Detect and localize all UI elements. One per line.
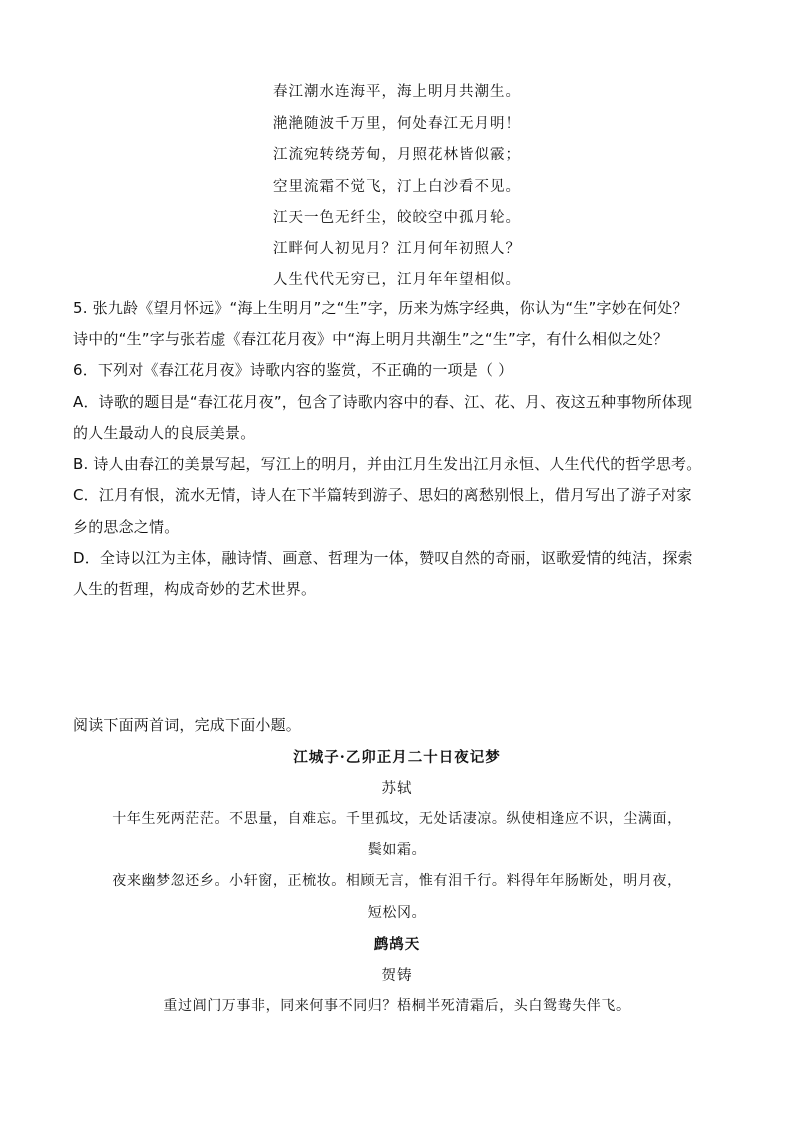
- option-d-line-2: 人生的哲理，构成奇妙的艺术世界。: [73, 580, 317, 598]
- poem-line: 江天一色无纤尘，皎皎空中孤月轮。: [273, 210, 521, 226]
- option-c-line-1: C．江月有恨，流水无情，诗人在下半篇转到游子、思妇的离愁别恨上，借月写出了游子对家: [73, 486, 692, 504]
- ci-2-line: 重过阊门万事非，同来何事不同归？梧桐半死清霜后，头白鸳鸯失伴飞。: [163, 998, 631, 1014]
- poem-line: 江流宛转绕芳甸，月照花林皆似霰；: [273, 147, 521, 163]
- ci-2-title: 鹧鸪天: [373, 936, 421, 953]
- question-5-line-1: 5. 张九龄《望月怀远》“海上生明月”之“生”字，历来为炼字经典，你认为“生”字妙在何处？: [73, 299, 688, 317]
- ci-1-author: 苏轼: [381, 781, 413, 797]
- ci-1-line: 夜来幽梦忽还乡。小轩窗，正梳妆。相顾无言，惟有泪千行。料得年年肠断处，明月夜，: [112, 873, 682, 889]
- poem-line: 滟滟随波千万里，何处春江无月明！: [273, 116, 521, 132]
- option-d-line-1: D．全诗以江为主体，融诗情、画意、哲理为一体，赞叹自然的奇丽，讴歌爱情的纯洁，探索: [73, 549, 693, 567]
- ci-1-line: 十年生死两茫茫。不思量，自难忘。千里孤坟，无处话凄凉。纵使相逢应不识，尘满面，: [112, 811, 682, 827]
- poem-line: 春江潮水连海平，海上明月共潮生。: [273, 84, 521, 100]
- section-instruction: 阅读下面两首词，完成下面小题。: [73, 716, 302, 734]
- option-a-line-1: A．诗歌的题目是“春江花月夜”，包含了诗歌内容中的春、江、花、月、夜这五种事物所体现: [73, 393, 693, 411]
- poem-line: 江畔何人初见月？江月何年初照人？: [273, 241, 521, 257]
- ci-2-author: 贺铸: [381, 968, 413, 984]
- ci-1-line: 短松冈。: [367, 905, 427, 921]
- option-b: B. 诗人由春江的美景写起，写江上的明月，并由江月生发出江月永恒、人生代代的哲学思考。: [73, 455, 702, 473]
- option-a-line-2: 的人生最动人的良辰美景。: [73, 424, 256, 442]
- ci-1-title: 江城子·乙卯正月二十日夜记梦: [293, 749, 501, 766]
- ci-1-line: 鬓如霜。: [367, 842, 427, 858]
- question-6-stem: 6．下列对《春江花月夜》诗歌内容的鉴赏，不正确的一项是（ ）: [73, 361, 514, 379]
- poem-line: 空里流霜不觉飞，汀上白沙看不见。: [273, 179, 521, 195]
- poem-line: 人生代代无穷已，江月年年望相似。: [273, 272, 521, 288]
- question-5-line-2: 诗中的“生”字与张若虚《春江花月夜》中“海上明月共潮生”之“生”字，有什么相似之处？: [73, 330, 669, 348]
- option-c-line-2: 乡的思念之情。: [73, 518, 180, 536]
